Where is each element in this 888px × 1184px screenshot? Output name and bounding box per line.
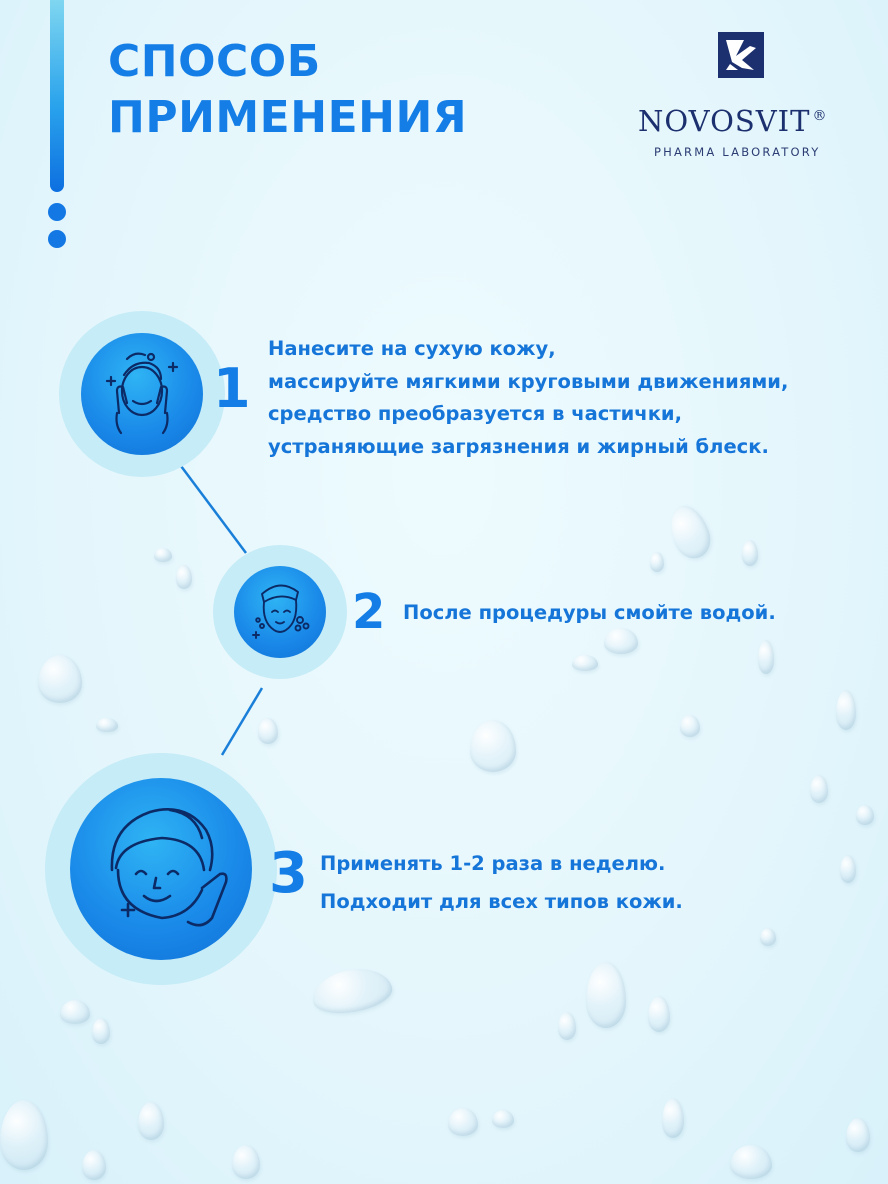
step-1-icon-badge bbox=[81, 333, 203, 455]
step-2-number: 2 bbox=[352, 584, 386, 640]
step-text-line: Нанесите на сухую кожу, bbox=[268, 337, 556, 360]
page-title-line: СПОСОБ bbox=[108, 36, 321, 87]
step-3-icon-badge bbox=[70, 778, 252, 960]
step-2-text bbox=[403, 597, 776, 629]
step-3-text bbox=[320, 845, 683, 921]
step-text-line: устраняющие загрязнения и жирный блеск. bbox=[268, 434, 769, 458]
step-text-line: После процедуры смойте водой. bbox=[403, 601, 776, 624]
step-text-line: Применять 1-2 раза в неделю. bbox=[320, 852, 666, 875]
step-2-icon-badge bbox=[234, 566, 326, 658]
step-3-number: 3 bbox=[269, 841, 308, 906]
smiling-face-with-towel-icon bbox=[70, 778, 252, 960]
logo-name: NOVOSVIT ® bbox=[638, 104, 828, 138]
step-text-line: массируйте мягкими круговыми движениями, bbox=[268, 369, 789, 393]
logo-subtitle: PHARMA LABORATORY bbox=[654, 145, 821, 159]
step-text-line: средство преобразуется в частички, bbox=[268, 402, 682, 425]
hands-washing-face-icon bbox=[81, 333, 203, 455]
step-1-number: 1 bbox=[213, 357, 251, 420]
page-title-line: ПРИМЕНЕНИЯ bbox=[108, 92, 468, 143]
step-1-text bbox=[268, 333, 788, 463]
face-with-towel-rinsing-icon bbox=[234, 566, 326, 658]
step-text-line: Подходит для всех типов кожи. bbox=[320, 890, 683, 913]
